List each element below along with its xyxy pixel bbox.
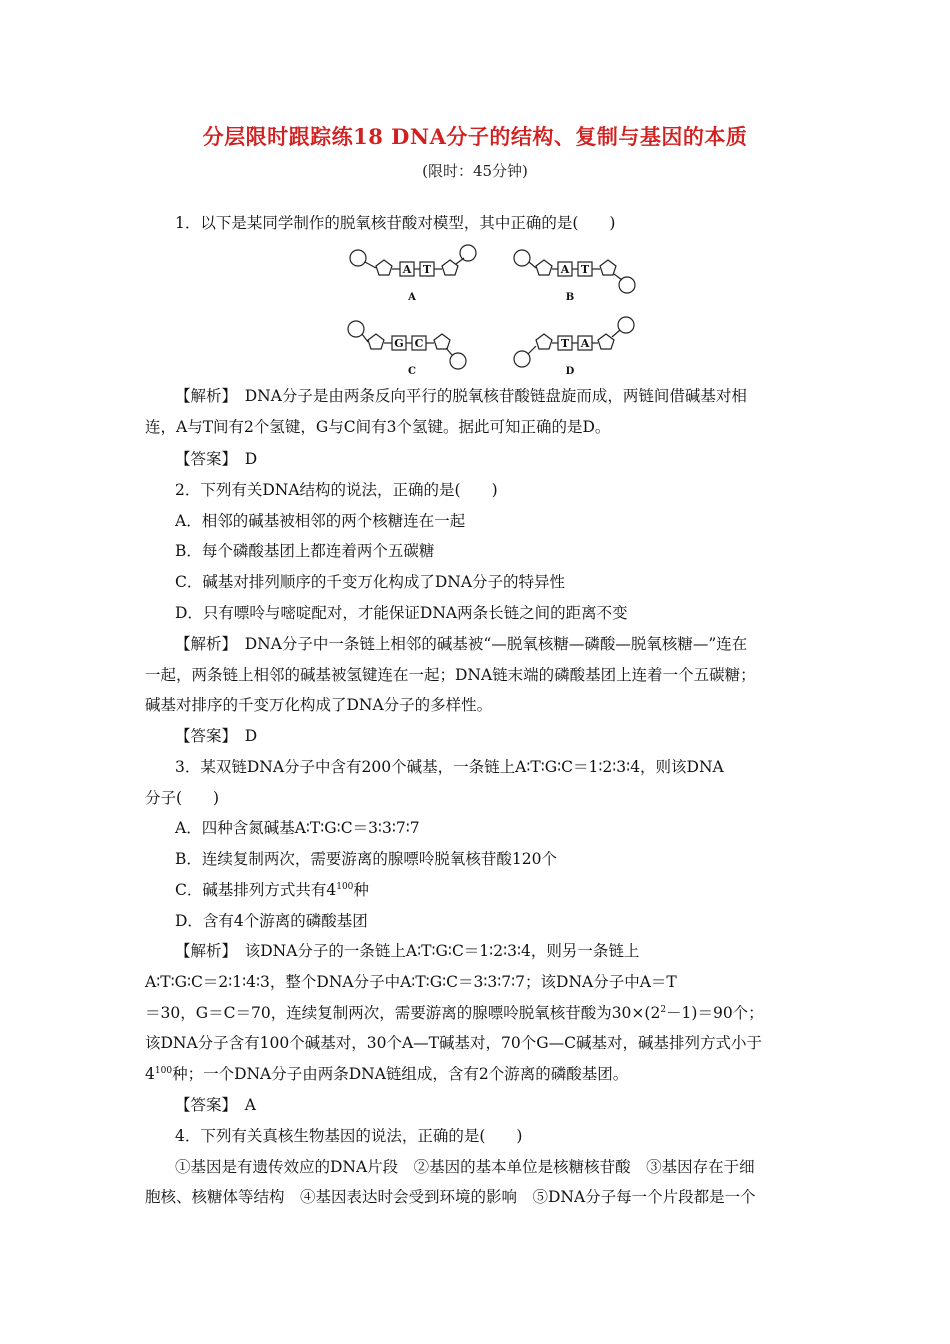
q1-answer: 【答案】 D	[175, 450, 258, 468]
q2-option-b: B．每个磷酸基团上都连着两个五碳糖	[175, 542, 435, 560]
q1-analysis-2: 连，A与T间有2个氢键，G与C间有3个氢键。据此可知正确的是D。	[145, 418, 611, 436]
q3-analysis-3: ＝30，G＝C＝70，连续复制两次，需要游离的腺嘌呤脱氧核苷酸为$30\times(2^2-1)=90$个；	[145, 1004, 764, 1022]
model-a-base-2: T	[422, 263, 432, 276]
model-c-base-1: G	[394, 337, 404, 350]
q3-analysis-4: 该DNA分子含有100个碱基对，30个A—T碱基对，70个G—C碱基对，碱基排列方式小于	[145, 1034, 762, 1052]
model-d-label: D	[565, 366, 575, 377]
model-d	[514, 317, 634, 367]
q4-items-1: ①基因是有遗传效应的DNA片段 ②基因的基本单位是核糖核苷酸 ③基因存在于细	[175, 1158, 755, 1176]
q3-option-c: C．碱基排列方式共有$4^{100}$种	[175, 881, 369, 899]
q3-analysis-2: A∶T∶G∶C＝2∶1∶4∶3，整个DNA分子中A∶T∶G∶C＝3∶3∶7∶7；该DNA分子中A＝T	[145, 973, 677, 991]
q3-stem-2: 分子( )	[145, 789, 220, 807]
model-b-label: B	[565, 292, 575, 303]
q3-option-d: D．含有4个游离的磷酸基团	[175, 912, 368, 930]
model-a-label: A	[408, 292, 416, 303]
q1-analysis-1: 【解析】 DNA分子是由两条反向平行的脱氧核苷酸链盘旋而成，两链间借碱基对相	[175, 387, 747, 405]
q2-analysis-1: 【解析】 DNA分子中一条链上相邻的碱基被“—脱氧核糖—磷酸—脱氧核糖—”连在	[175, 635, 748, 653]
time-limit: (限时：45分钟)	[422, 162, 528, 180]
model-b-base-2: T	[580, 263, 590, 276]
q3-analysis-5: $4^{100}$种；一个DNA分子由两条DNA链组成，含有2个游离的磷酸基团。	[145, 1065, 629, 1083]
model-c	[348, 321, 466, 369]
model-d-base-2: A	[580, 337, 590, 350]
q2-option-a: A．相邻的碱基被相邻的两个核糖连在一起	[175, 512, 466, 530]
model-a-base-1: A	[402, 263, 412, 276]
q2-analysis-3: 碱基对排序的千变万化构成了DNA分子的多样性。	[145, 696, 493, 714]
nucleotide-pair-diagrams	[340, 240, 640, 380]
q3-stem-1: 3．某双链DNA分子中含有200个碱基，一条链上A∶T∶G∶C＝1∶2∶3∶4，则该DNA	[175, 758, 724, 776]
model-c-base-2: C	[414, 337, 424, 350]
q1-stem: 1．以下是某同学制作的脱氧核苷酸对模型，其中正确的是( )	[175, 214, 616, 232]
q3-option-a: A．四种含氮碱基A∶T∶G∶C＝3∶3∶7∶7	[175, 819, 420, 837]
q2-option-c: C．碱基对排列顺序的千变万化构成了DNA分子的特异性	[175, 573, 566, 591]
q2-analysis-2: 一起，两条链上相邻的碱基被氢键连在一起；DNA链末端的磷酸基团上连着一个五碳糖；	[145, 666, 756, 684]
page-title: 分层限时跟踪练18 DNA分子的结构、复制与基因的本质	[202, 124, 748, 149]
model-b-base-1: A	[560, 263, 570, 276]
q3-answer: 【答案】 A	[175, 1096, 256, 1114]
q4-items-2: 胞核、核糖体等结构 ④基因表达时会受到环境的影响 ⑤DNA分子每一个片段都是一个	[145, 1188, 756, 1206]
q3-option-b: B．连续复制两次，需要游离的腺嘌呤脱氧核苷酸120个	[175, 850, 557, 868]
model-c-label: C	[408, 366, 416, 377]
q2-option-d: D．只有嘌呤与嘧啶配对，才能保证DNA两条长链之间的距离不变	[175, 604, 628, 622]
q3-analysis-1: 【解析】 该DNA分子的一条链上A∶T∶G∶C＝1∶2∶3∶4，则另一条链上	[175, 942, 640, 960]
model-d-base-1: T	[560, 337, 570, 350]
q2-stem: 2．下列有关DNA结构的说法，正确的是( )	[175, 481, 498, 499]
model-a	[350, 245, 476, 276]
q4-stem: 4．下列有关真核生物基因的说法，正确的是( )	[175, 1127, 523, 1145]
model-b	[514, 250, 635, 293]
q2-answer: 【答案】 D	[175, 727, 258, 745]
